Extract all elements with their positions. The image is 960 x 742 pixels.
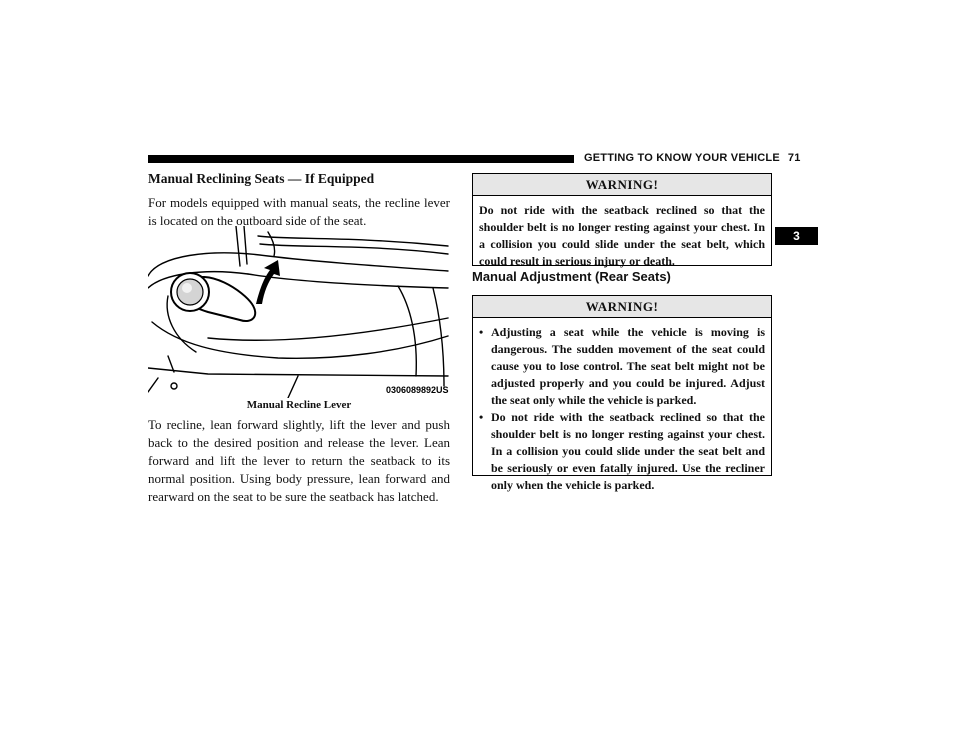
running-header — [584, 152, 801, 164]
warning-bullet-item — [479, 409, 765, 494]
subsection-title: Manual Adjustment (Rear Seats) — [472, 269, 671, 284]
bullet-text: Do not ride with the seatback reclined so that the shoulder belt is no longer resting against your chest. In a collision you could slide under the seat belt and be seriously or even fatally injured. Use the recliner only when the vehicle is parked. — [491, 410, 765, 492]
instructions-paragraph: To recline, lean forward slightly, lift the lever and push back to the desired position and release the lever. Lean forward and lift the lever to return the seatback to its normal position. Using body pressure, lean forward and rearward on the seat to be sure the seatback has latched. — [148, 417, 450, 504]
warning-bullet-item — [479, 324, 765, 409]
recline-lever-figure — [148, 226, 450, 398]
figure-code: 0306089892US — [386, 385, 449, 395]
section-title: Manual Reclining Seats — If Equipped — [148, 171, 375, 186]
warning-body — [473, 318, 771, 494]
warning-heading: WARNING! — [473, 296, 771, 318]
page-number: 71 — [787, 152, 801, 164]
bullet-mark: • — [479, 325, 484, 339]
warning-bullet-list — [479, 324, 765, 494]
warning-box-2 — [472, 295, 772, 492]
header-rule — [148, 155, 574, 163]
bullet-mark: • — [479, 410, 484, 424]
chapter-tab: 3 — [775, 227, 818, 245]
bullet-text: Adjusting a seat while the vehicle is moving is dangerous. The sudden movement of the seat could cause you to lose control. The seat belt might not be adjusted properly and you could be injured. Adjust the seat only while the vehicle is parked. — [491, 325, 765, 407]
figure-caption: Manual Recline Lever — [246, 399, 352, 411]
warning-box-1 — [472, 173, 772, 266]
chapter-title: GETTING TO KNOW YOUR VEHICLE — [584, 152, 780, 164]
intro-paragraph: For models equipped with manual seats, the recline lever is located on the outboard side of the seat. — [148, 195, 450, 228]
warning-text: Do not ride with the seatback reclined so that the shoulder belt is no longer resting against your chest. In a collision you could slide under the seat belt, which could result in serious injury or death. — [479, 203, 765, 268]
warning-heading: WARNING! — [473, 174, 771, 196]
